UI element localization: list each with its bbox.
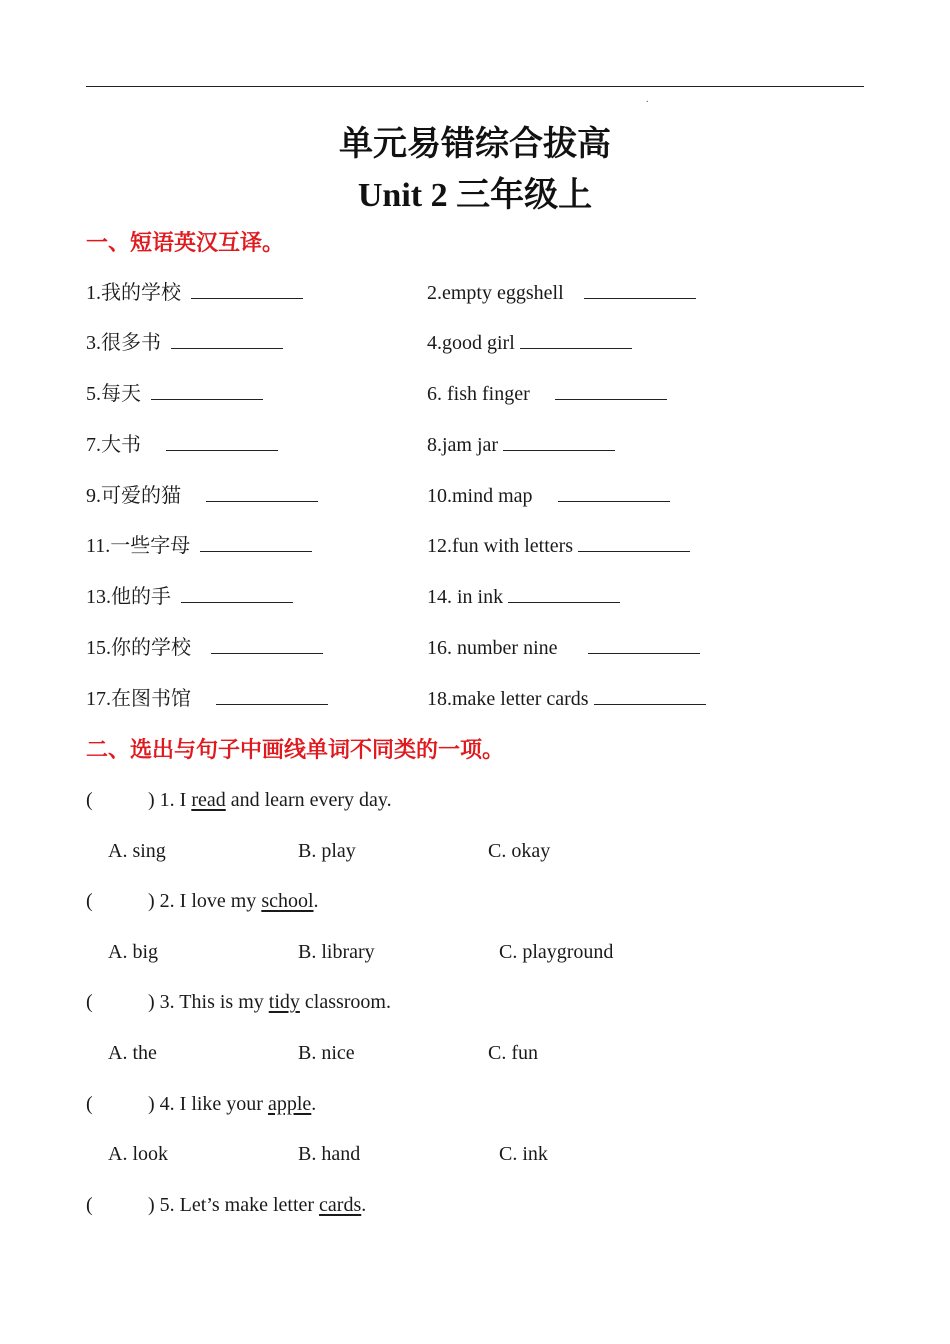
phrase-item-2 — [427, 280, 696, 305]
phrase-text: 1.我的学校 — [86, 282, 181, 304]
phrase-text: 8.jam jar — [427, 434, 499, 456]
answer-blank[interactable] — [206, 483, 318, 502]
question-text-post: and learn every day. — [225, 789, 392, 811]
answer-blank[interactable] — [558, 483, 670, 502]
question-text-post: . — [361, 1194, 367, 1216]
question-text-pre: ) 5. Let’s make letter — [148, 1194, 320, 1216]
phrase-text: 5.每天 — [86, 383, 141, 405]
question-2 — [86, 889, 319, 913]
answer-blank[interactable] — [191, 280, 303, 299]
question-text-pre: ) 1. I — [148, 789, 192, 811]
phrase-item-3 — [86, 330, 283, 355]
answer-blank[interactable] — [166, 432, 278, 451]
option-a[interactable]: A. big — [108, 941, 158, 963]
question-4 — [86, 1092, 316, 1116]
question-3 — [86, 990, 391, 1014]
section-2-heading: 二、选出与句子中画线单词不同类的一项。 — [86, 738, 505, 763]
phrase-item-1 — [86, 280, 303, 305]
option-c[interactable]: C. ink — [499, 1143, 548, 1165]
phrase-text: 11.一些字母 — [86, 535, 191, 557]
question-text-post: classroom. — [299, 991, 391, 1013]
answer-blank[interactable] — [200, 533, 312, 552]
phrase-item-4 — [427, 330, 632, 355]
answer-blank[interactable] — [594, 686, 706, 705]
option-b[interactable]: B. nice — [298, 1042, 355, 1064]
answer-paren[interactable]: ( — [86, 1093, 93, 1115]
top-rule — [86, 86, 864, 87]
answer-blank[interactable] — [588, 635, 700, 654]
question-text-pre: ) 4. I like your — [148, 1093, 268, 1115]
question-text-pre: ) 2. I love my — [148, 890, 262, 912]
answer-blank[interactable] — [520, 330, 632, 349]
phrase-text: 14. in ink — [427, 586, 504, 608]
option-a[interactable]: A. the — [108, 1042, 157, 1064]
phrase-text: 10.mind map — [427, 485, 533, 507]
answer-paren[interactable]: ( — [86, 1194, 93, 1216]
question-text-post: . — [313, 890, 319, 912]
answer-blank[interactable] — [503, 432, 615, 451]
option-a[interactable]: A. look — [108, 1143, 168, 1165]
phrase-text: 15.你的学校 — [86, 637, 191, 659]
phrase-item-12 — [427, 533, 690, 558]
phrase-item-14 — [427, 584, 620, 609]
option-b[interactable]: B. play — [298, 840, 356, 862]
question-1 — [86, 788, 392, 812]
answer-blank[interactable] — [216, 686, 328, 705]
underlined-word: apple — [267, 1093, 312, 1115]
phrase-item-18 — [427, 686, 706, 711]
underlined-word: read — [191, 789, 226, 811]
answer-blank[interactable] — [555, 381, 667, 400]
header-dot: . — [646, 94, 649, 105]
page-title: 单元易错综合拔高 — [339, 126, 611, 163]
question-5 — [86, 1193, 366, 1217]
question-text-post: . — [311, 1093, 317, 1115]
phrase-text: 7.大书 — [86, 434, 141, 456]
phrase-text: 4.good girl — [427, 332, 515, 354]
phrase-text: 13.他的手 — [86, 586, 171, 608]
underlined-word: tidy — [268, 991, 300, 1013]
phrase-text: 16. number nine — [427, 637, 558, 659]
answer-blank[interactable] — [508, 584, 620, 603]
phrase-text: 9.可爱的猫 — [86, 485, 181, 507]
answer-blank[interactable] — [584, 280, 696, 299]
answer-paren[interactable]: ( — [86, 789, 93, 811]
phrase-item-16 — [427, 635, 700, 660]
page-subtitle: Unit 2 三年级上 — [357, 177, 593, 214]
phrase-text: 2.empty eggshell — [427, 282, 564, 304]
answer-paren[interactable]: ( — [86, 991, 93, 1013]
option-a[interactable]: A. sing — [108, 840, 166, 862]
option-c[interactable]: C. fun — [488, 1042, 538, 1064]
phrase-text: 6. fish finger — [427, 383, 530, 405]
phrase-item-7 — [86, 432, 278, 457]
answer-blank[interactable] — [151, 381, 263, 400]
phrase-text: 3.很多书 — [86, 332, 161, 354]
option-c[interactable]: C. playground — [499, 941, 614, 963]
phrase-item-6 — [427, 381, 667, 406]
answer-blank[interactable] — [211, 635, 323, 654]
underlined-word: school — [261, 890, 314, 912]
phrase-item-8 — [427, 432, 615, 457]
answer-blank[interactable] — [181, 584, 293, 603]
phrase-item-11 — [86, 533, 312, 558]
underlined-word: cards — [319, 1194, 362, 1216]
phrase-item-9 — [86, 483, 318, 508]
phrase-text: 18.make letter cards — [427, 688, 589, 710]
option-c[interactable]: C. okay — [488, 840, 551, 862]
phrase-text: 17.在图书馆 — [86, 688, 191, 710]
option-b[interactable]: B. library — [298, 941, 375, 963]
phrase-item-10 — [427, 483, 670, 508]
question-text-pre: ) 3. This is my — [148, 991, 269, 1013]
section-1-heading: 一、短语英汉互译。 — [86, 231, 285, 256]
phrase-item-13 — [86, 584, 293, 609]
answer-paren[interactable]: ( — [86, 890, 93, 912]
answer-blank[interactable] — [578, 533, 690, 552]
option-b[interactable]: B. hand — [298, 1143, 361, 1165]
phrase-text: 12.fun with letters — [427, 535, 574, 557]
phrase-item-15 — [86, 635, 323, 660]
phrase-item-5 — [86, 381, 263, 406]
phrase-item-17 — [86, 686, 328, 711]
answer-blank[interactable] — [171, 330, 283, 349]
